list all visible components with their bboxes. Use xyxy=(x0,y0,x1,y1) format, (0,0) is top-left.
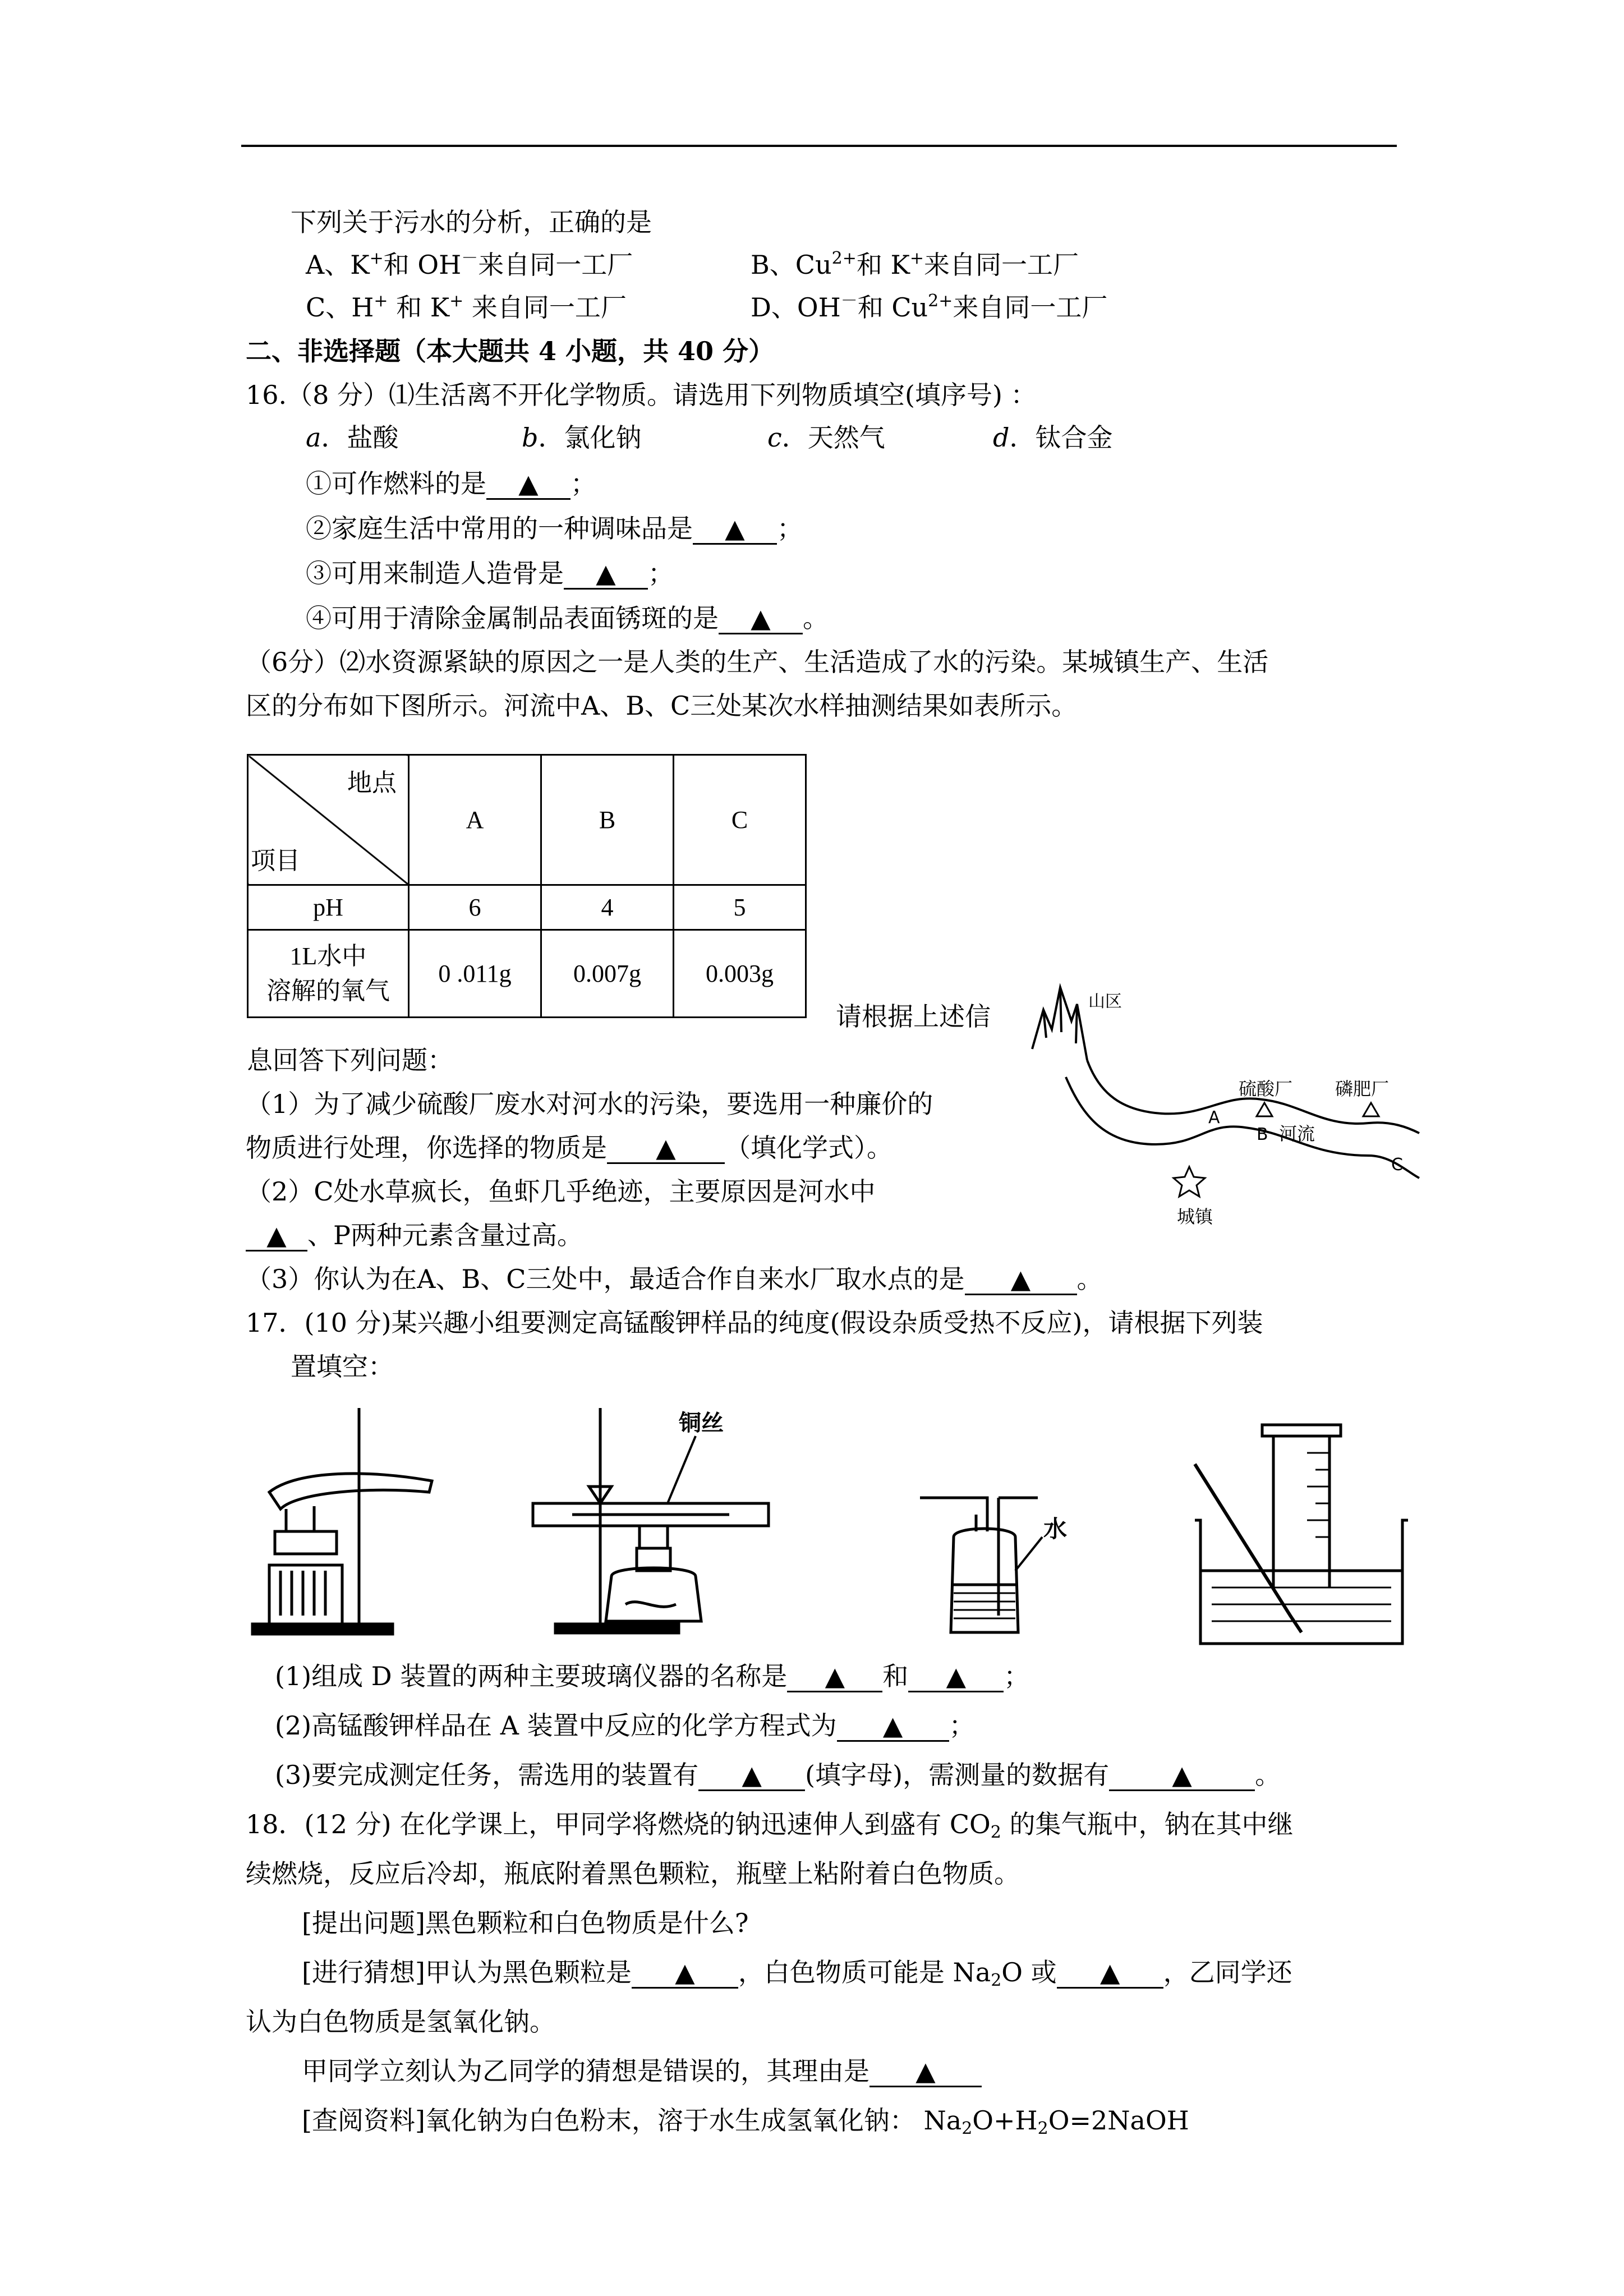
apparatus-c-figure xyxy=(914,1481,1083,1649)
section-title: 二、非选择题（本大题共 4 小题，共 40 分） xyxy=(246,336,775,366)
answer-blank[interactable]: ▲ xyxy=(1109,1760,1255,1791)
row-label-oxygen: 1L水中 溶解的氧气 xyxy=(248,930,409,1018)
map-point-b: B xyxy=(1257,1125,1268,1144)
answer-blank[interactable]: ▲ xyxy=(246,1221,307,1251)
map-point-a: A xyxy=(1208,1108,1220,1128)
header-rule xyxy=(241,145,1397,147)
table-corner xyxy=(248,755,409,885)
answer-blank[interactable]: ▲ xyxy=(719,604,803,634)
table-cell: 5 xyxy=(674,885,806,930)
q17-line2: 置填空： xyxy=(291,1351,394,1382)
answer-blank[interactable]: ▲ xyxy=(869,2056,982,2087)
map-label-sulfuric: 硫酸厂 xyxy=(1239,1078,1293,1099)
answer-blank[interactable]: ▲ xyxy=(607,1133,725,1164)
apparatus-d-figure xyxy=(1189,1419,1414,1655)
table-cell: 0.003g xyxy=(674,930,806,1018)
table-cell: 0.007g xyxy=(541,930,674,1018)
q16-part2-line1: （6分）⑵水资源紧缺的原因之一是人类的生产、生活造成了水的污染。某城镇生产、生活 xyxy=(246,647,1269,677)
q16-item-1: ①可作燃料的是 ▲ ； xyxy=(306,468,596,499)
q16-item-2: ②家庭生活中常用的一种调味品是 ▲ ； xyxy=(306,513,803,544)
table-cell: 0 .011g xyxy=(409,930,541,1018)
answer-blank[interactable]: ▲ xyxy=(1057,1958,1163,1989)
q18-refute: 甲同学立刻认为乙同学的猜想是错误的，其理由是 ▲ xyxy=(302,2054,982,2088)
apparatus-a-figure xyxy=(247,1402,460,1644)
answer-blank[interactable]: ▲ xyxy=(837,1711,949,1742)
river-map-figure xyxy=(1021,976,1425,1240)
q18-question: [提出问题]黑色颗粒和白色物质是什么? xyxy=(302,1908,749,1938)
q16-item-3: ③可用来制造人造骨是 ▲ ； xyxy=(306,558,674,588)
map-label-mountain: 山区 xyxy=(1088,992,1122,1011)
q15-option-d: D、OH－和 $Cu^{2+}$来自同一工厂 xyxy=(751,291,1108,323)
factory-icon xyxy=(1257,1103,1379,1116)
answer-blank[interactable]: ▲ xyxy=(698,1760,805,1791)
q16-sub1-line1: （1）为了减少硫酸厂废水对河水的污染，要选用一种廉价的 xyxy=(246,1089,933,1119)
after-table-text-2: 息回答下列问题： xyxy=(247,1045,453,1075)
map-label-town: 城镇 xyxy=(1177,1206,1213,1227)
water-sample-table xyxy=(247,754,807,1018)
map-label-fertilizer: 磷肥厂 xyxy=(1335,1078,1390,1099)
q16-item-4: ④可用于清除金属制品表面锈斑的是 ▲ 。 xyxy=(306,603,829,633)
column-header-a: A xyxy=(409,755,541,885)
q18-line1: 18．(12 分) 在化学课上，甲同学将燃烧的钠迅速伸人到盛有 $CO_2$ 的集气瓶中，钠在其中继 xyxy=(246,1809,1294,1842)
q16-sub3: （3）你认为在A、B、C三处中，最适合作自来水厂取水点的是 ▲ 。 xyxy=(246,1264,1103,1294)
q16-choice-b: b．氯化钠 xyxy=(522,422,642,453)
q15-option-a: A、K+和 OH－来自同一工厂 xyxy=(306,249,633,280)
row-label-ph: pH xyxy=(248,885,409,930)
q16-part2-line2: 区的分布如下图所示。河流中A、B、C三处某次水样抽测结果如表所示。 xyxy=(246,691,1078,721)
after-table-text: 请根据上述信 xyxy=(836,1001,991,1032)
q15-option-b: B、$Cu^{2+}$和 K+来自同一工厂 xyxy=(751,249,1079,280)
q17-sub2: (2)高锰酸钾样品在 A 装置中反应的化学方程式为 ▲ ； xyxy=(275,1710,975,1741)
column-header-c: C xyxy=(674,755,806,885)
answer-blank[interactable]: ▲ xyxy=(564,559,648,590)
map-label-river: 河流 xyxy=(1279,1123,1315,1144)
table-cell: 4 xyxy=(541,885,674,930)
answer-blank[interactable]: ▲ xyxy=(632,1958,738,1989)
q18-guess: [进行猜想]甲认为黑色颗粒是 ▲ ，白色物质可能是 $Na_2O$ 或 ▲ ，乙同学还 xyxy=(302,1957,1292,1990)
answer-blank[interactable]: ▲ xyxy=(787,1662,882,1692)
q18-reference: [查阅资料]氧化钠为白色粉末，溶于水生成氢氧化钠： $Na_2O+H_2O=2NaOH$ xyxy=(302,2105,1189,2138)
column-header-b: B xyxy=(541,755,674,885)
q16-sub2-line2: ▲ 、P两种元素含量过高。 xyxy=(246,1218,583,1252)
q16-choices: a．盐酸 xyxy=(306,422,399,453)
q15-stem: 下列关于污水的分析，正确的是 xyxy=(291,207,652,237)
answer-blank[interactable]: ▲ xyxy=(908,1662,1004,1692)
answer-blank[interactable]: ▲ xyxy=(965,1264,1077,1295)
map-point-c: C xyxy=(1391,1155,1403,1175)
q16-choice-d: d．钛合金 xyxy=(993,422,1113,453)
q17-sub3: (3)要完成测定任务，需选用的装置有 ▲ (填字母)，需测量的数据有 ▲ 。 xyxy=(275,1760,1281,1790)
q16-choice-c: c．天然气 xyxy=(767,422,885,453)
q15-option-c: C、H+ 和 K+ 来自同一工厂 xyxy=(306,291,627,323)
corner-top-label: 地点 xyxy=(347,769,397,797)
q18-guess-line2: 认为白色物质是氢氧化钠。 xyxy=(246,2007,555,2037)
label-copper-wire: 铜丝 xyxy=(679,1410,724,1436)
table-cell: 6 xyxy=(409,885,541,930)
q16-sub2-line1: （2）C处水草疯长，鱼虾几乎绝迹，主要原因是河水中 xyxy=(246,1176,876,1207)
apparatus-b-figure xyxy=(527,1397,785,1644)
q17-line1: 17．(10 分)某兴趣小组要测定高锰酸钾样品的纯度(假设杂质受热不反应)，请根据下列装 xyxy=(246,1308,1263,1338)
answer-blank[interactable]: ▲ xyxy=(486,469,571,500)
q18-line2: 续燃烧，反应后冷却，瓶底附着黑色颗粒，瓶壁上粘附着白色物质。 xyxy=(246,1858,1020,1889)
q17-sub1: (1)组成 D 装置的两种主要玻璃仪器的名称是 ▲ 和 ▲ ； xyxy=(275,1661,1030,1691)
q16-sub1-line2: 物质进行处理，你选择的物质是 ▲ （填化学式）。 xyxy=(246,1133,892,1163)
answer-blank[interactable]: ▲ xyxy=(693,514,777,545)
star-icon xyxy=(1174,1167,1205,1197)
q16-intro: 16.（8 分）⑴生活离不开化学物质。请选用下列物质填空(填序号) ： xyxy=(246,380,1037,410)
label-water: 水 xyxy=(1043,1515,1068,1543)
corner-bottom-label: 项目 xyxy=(251,847,300,875)
